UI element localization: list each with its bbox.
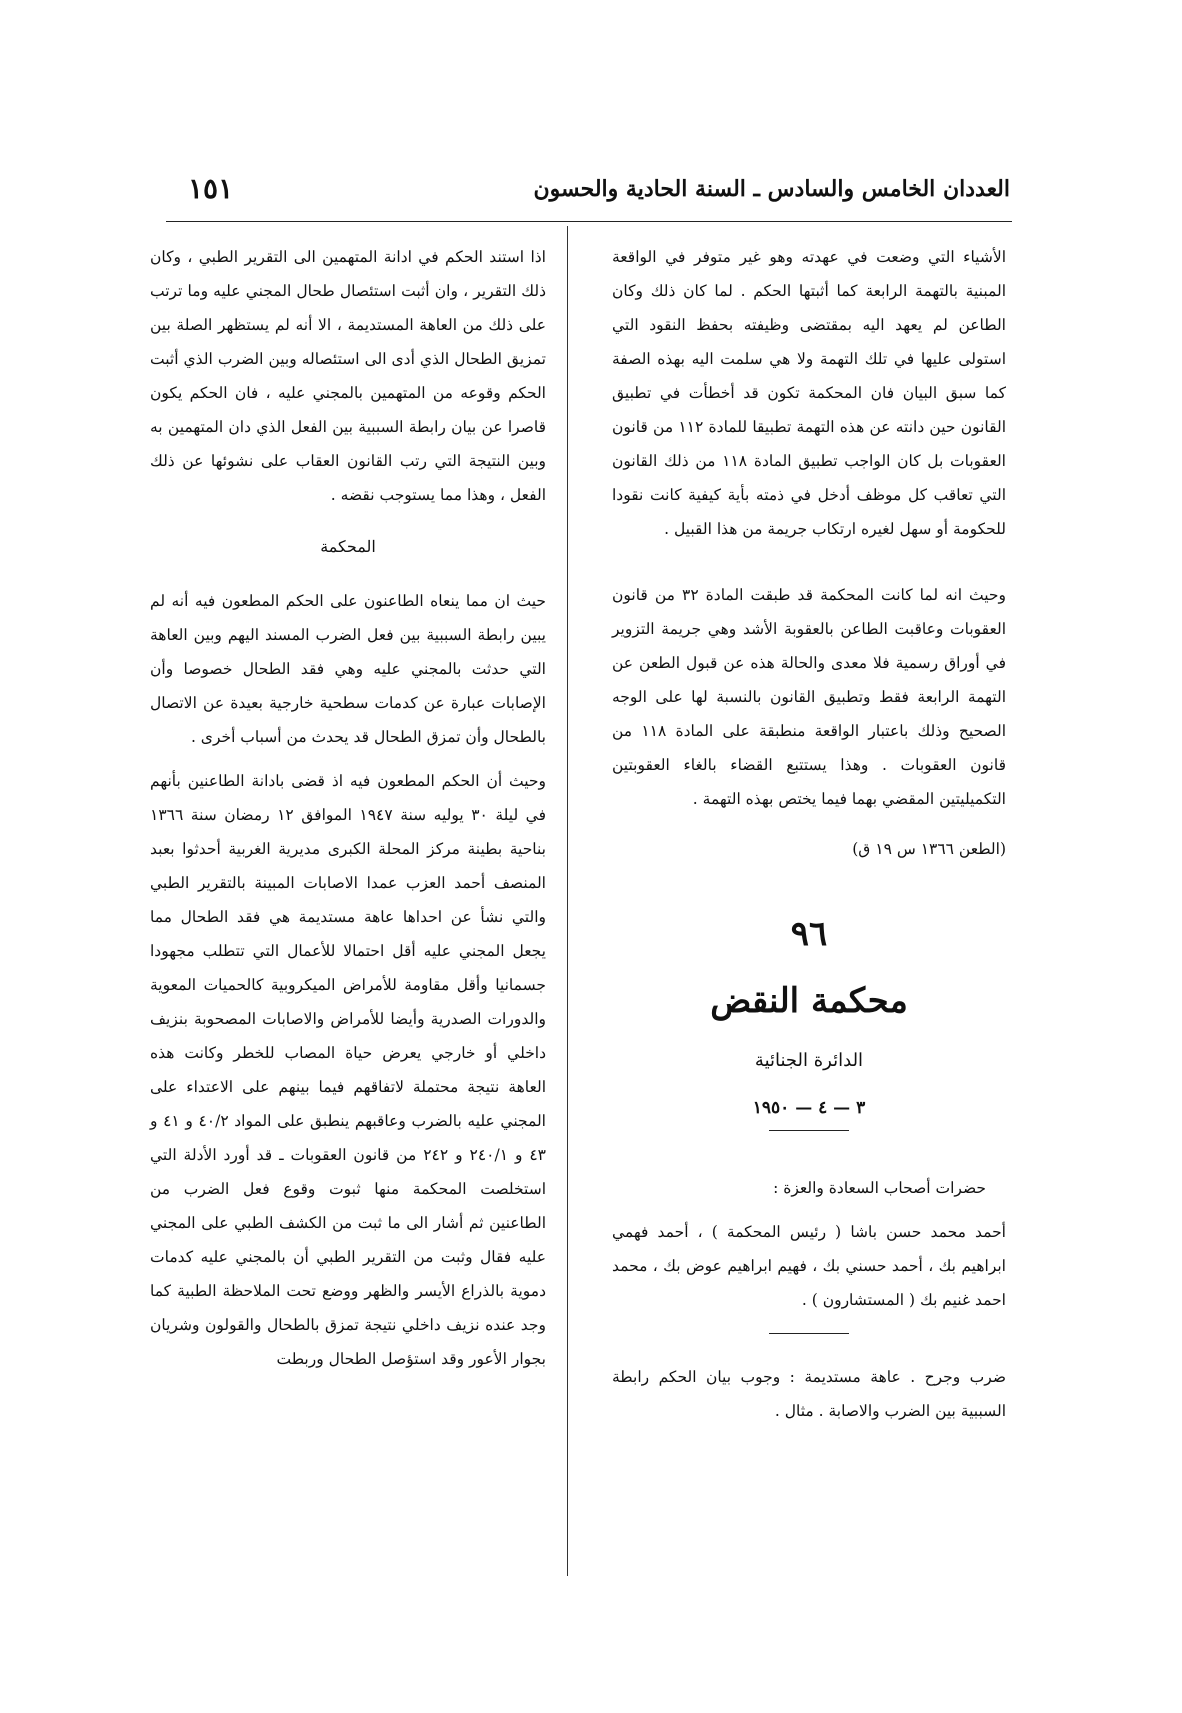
page-header: [170, 172, 1010, 222]
reasoning-paragraph: وحيث أن الحكم المطعون فيه اذ قضى بادانة الطاعنين بأنهم في ليلة ٣٠ يوليه سنة ١٩٤٧ الموافق ١٢ رمضان سنة ١٣٦٦ بناحية بطينة مركز المحلة الكبرى مديرية الغربية أحدثوا بعبد المنصف أحمد العزب عمدا الاصابات المبينة بالتقرير الطبي والتي نشأ عن احداها عاهة مستديمة هي فقد الطحال مما يجعل المجني عليه أقل احتمالا للأعمال التي تتطلب مجهودا جسمانيا وأقل مقاومة للأمراض الميكروبية كالحميات المعوية والدورات الصدرية وأيضا للأمراض والاصابات المصحوبة بنزيف داخلي أو خارجي يعرض حياة المصاب للخطر وكانت هذه العاهة نتيجة محتملة لاتفاقهم فيما بينهم على الاعتداء على المجني عليه بالضرب وعاقبهم ينطبق على المواد ٤٠/٢ و ٤١ و ٤٣ و ٢٤٠/١ و ٢٤٢ من قانون العقوبات ـ قد أورد الأدلة التي استخلصت المحكمة منها ثبوت وقوع فعل الضرب من الطاعنين ثم أشار الى ما ثبت من الكشف الطبي على المجني عليه فقال وثبت من التقرير الطبي أن بالمجني عليه كدمات دموية بالذراع الأيسر والظهر ووضع تحت الملاحظة الطبية كما وجد عنده نزيف داخلي نتيجة تمزق بالطحال والقولون وشريان بجوار الأعور وقد استؤصل الطحال وربطت: [150, 772, 546, 1368]
chamber-name: الدائرة الجنائية: [754, 1050, 864, 1071]
judges-list: أحمد محمد حسن باشا ( رئيس المحكمة ) ، أحمد فهمي ابراهيم بك ، أحمد حسني بك ، فهيم ابراهيم عوض بك ، محمد احمد غنيم بك ( المستشارون ) .: [612, 1223, 1006, 1309]
page-number: ١٥١: [188, 172, 234, 205]
ruling-paragraph: وحيث انه لما كانت المحكمة قد طبقت المادة ٣٢ من قانون العقوبات وعاقبت الطاعن بالعقوبة الأشد وهي جريمة التزوير في أوراق رسمية فلا معدى والحالة هذه عن قبول الطعن عن التهمة الرابعة فقط وتطبيق القانون بالنسبة لها على الوجه الصحيح وذلك باعتبار الواقعة منطبقة على المادة ١١٨ من قانون العقوبات . وهذا يستتبع القضاء بالغاء العقوبتين التكميليتين المقضي بهما فيما يختص بهذه التهمة .: [612, 586, 1007, 808]
header-rule: [166, 221, 1012, 222]
reasoning-paragraph: حيث ان مما ينعاه الطاعنون على الحكم المطعون فيه أنه لم يبين رابطة السببية بين فعل الضرب المسند اليهم وبين العاهة التي حدثت بالمجني عليه وهي فقد الطحال خصوصا وأن الإصابات عبارة عن كدمات سطحية خارجية بعيدة عن الاتصال بالطحال وأن تمزق الطحال قد يحدث من أسباب أخرى .: [150, 592, 546, 746]
section-rule: [769, 1130, 849, 1131]
case-citation: (الطعن ١٣٦٦ س ١٩ ق): [852, 840, 1006, 858]
right-column: [612, 240, 1006, 1428]
principle-paragraph: اذا استند الحكم في ادانة المتهمين الى التقرير الطبي ، وكان ذلك التقرير ، وان أثبت استئصال طحال المجني عليه وما ترتب على ذلك من العاهة المستديمة ، الا أنه لم يستظهر الصلة بين تمزيق الطحال الذي أدى الى استئصاله وبين الضرب الذي أثبت الحكم وقوعه من المتهمين بالمجني عليه ، فان الحكم يكون قاصرا عن بيان رابطة السببية بين الفعل الذي دان المتهمين به وبين النتيجة التي رتب القانون العقاب على نشوئها عن ذلك الفعل ، وهذا مما يستوجب نقضه .: [150, 248, 546, 504]
court-name: محكمة النقض: [710, 981, 908, 1021]
section-heading: المحكمة: [320, 537, 376, 556]
left-column: [150, 240, 546, 1376]
ruling-date: ٣ — ٤ — ١٩٥٠: [752, 1098, 866, 1118]
ruling-paragraph-continued: الأشياء التي وضعت في عهدته وهو غير متوفر في الواقعة المبنية بالتهمة الرابعة كما أثبتها الحكم . لما كان ذلك وكان الطاعن لم يعهد اليه بمقتضى وظيفته بحفظ النقود التي استولى عليها في تلك التهمة ولا هي سلمت اليه بهذه الصفة كما سبق البيان فان المحكمة تكون قد أخطأت في تطبيق القانون حين دانته عن هذه التهمة تطبيقا للمادة ١١٢ من قانون العقوبات بل كان الواجب تطبيق المادة ١١٨ من ذلك القانون التي تعاقب كل موظف أدخل في ذمته بأية كيفية كانت نقودا للحكومة أو سهل لغيره ارتكاب جريمة من هذا القبيل .: [612, 248, 1006, 538]
case-number: ٩٦: [790, 914, 828, 954]
case-summary: ضرب وجرح . عاهة مستديمة : وجوب بيان الحكم رابطة السببية بين الضرب والاصابة . مثال .: [612, 1368, 1006, 1420]
section-rule: [769, 1333, 849, 1334]
judges-intro: حضرات أصحاب السعادة والعزة :: [773, 1179, 986, 1197]
running-title: العددان الخامس والسادس ـ السنة الحادية والحسون: [533, 176, 1010, 202]
column-divider: [567, 226, 568, 1576]
